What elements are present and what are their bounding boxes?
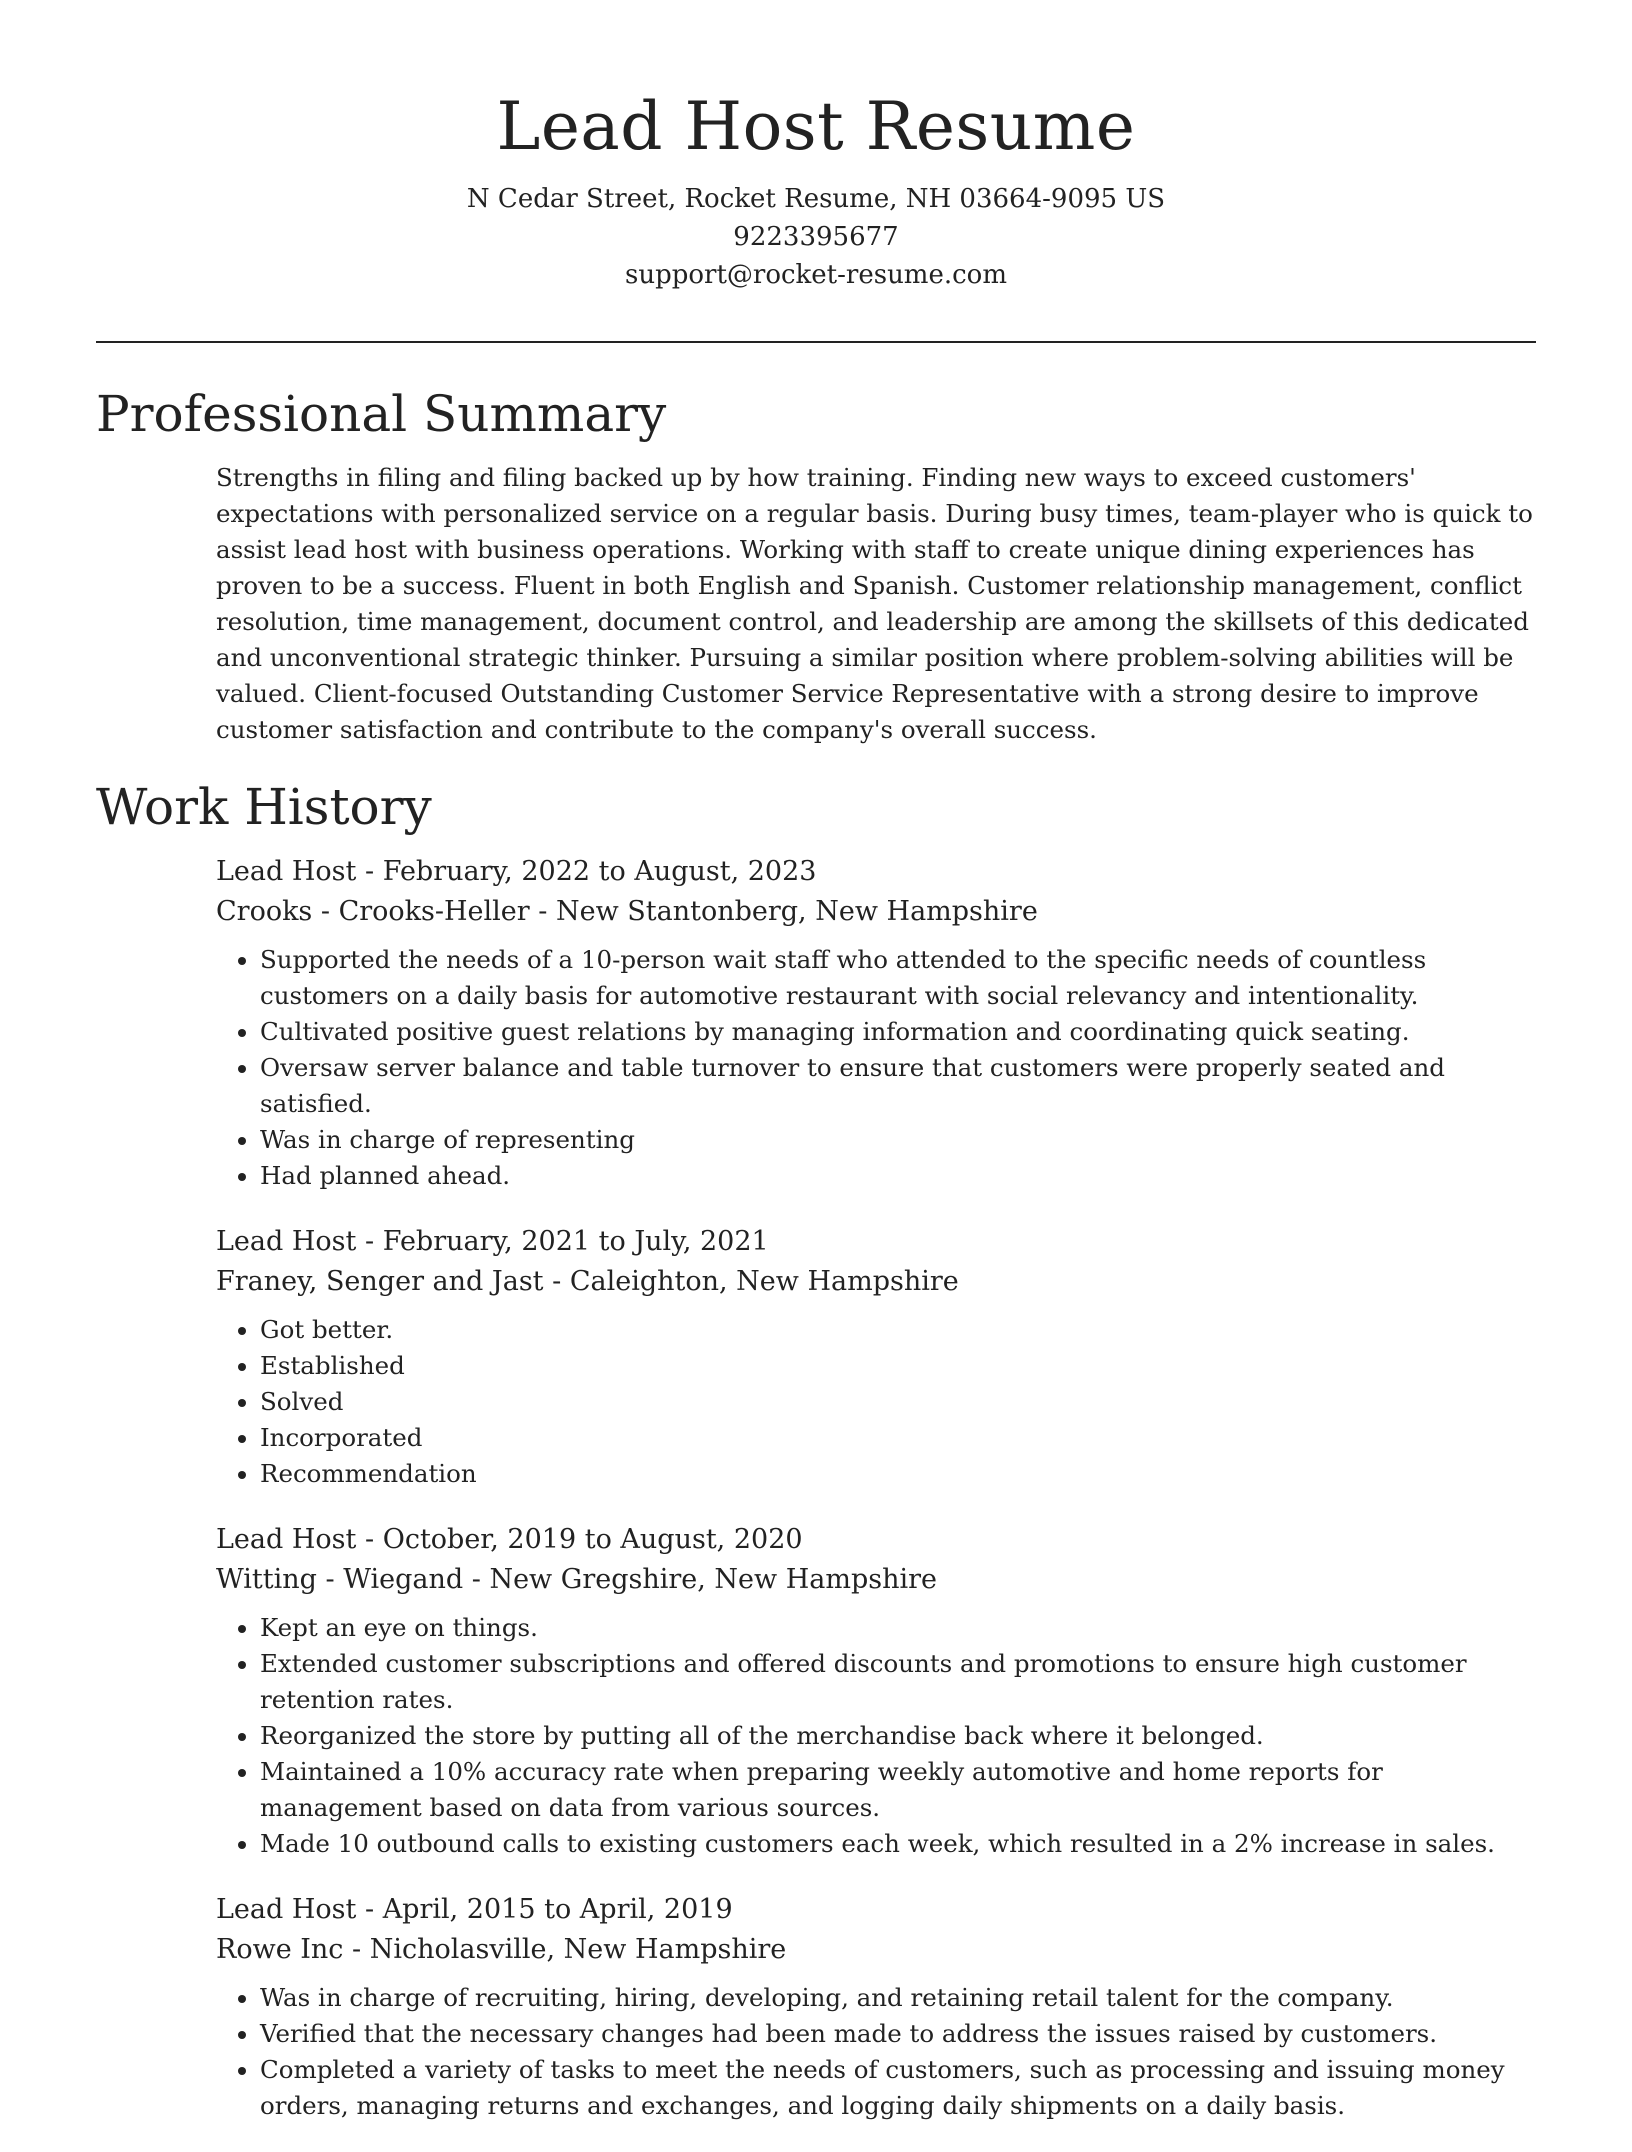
- job-company: Witting - Wiegand: [216, 1564, 464, 1595]
- resume-header: [0, 0, 1632, 294]
- job-bullet: • Supported the needs of a 10-person wait staff who attended to the specific needs of countless customers on a daily basis for automotive restaurant with social relevancy and intentionality.: [260, 942, 1536, 1014]
- contact-block: [0, 180, 1632, 294]
- contact-phone: 9223395677: [733, 222, 899, 252]
- job-role: Lead Host: [216, 1524, 357, 1555]
- job-bullets: [216, 1980, 1536, 2124]
- job-bullet: • Verified that the necessary changes had been made to address the issues raised by customers.: [260, 2016, 1536, 2052]
- job-bullet: • Was in charge of recruiting, hiring, developing, and retaining retail talent for the company.: [260, 1980, 1536, 2016]
- job-role: Lead Host: [216, 856, 357, 887]
- job-bullets: [216, 942, 1536, 1194]
- job-bullet: • Established: [260, 1348, 1536, 1384]
- job-bullets: [216, 1312, 1536, 1492]
- job-title-line: Lead Host - February, 2022 to August, 2023: [216, 856, 817, 887]
- job-bullet: • Incorporated: [260, 1420, 1536, 1456]
- job-location: Nicholasville, New Hampshire: [369, 1934, 787, 1965]
- job-bullet: • Was in charge of representing: [260, 1122, 1536, 1158]
- job-bullet: • Completed a variety of tasks to meet the needs of customers, such as processing and issuing money orders, managing returns and exchanges, and logging daily shipments on a daily basis.: [260, 2052, 1536, 2124]
- job-company-line: Witting - Wiegand - New Gregshire, New Hampshire: [216, 1564, 938, 1595]
- job-title-line: Lead Host - April, 2015 to April, 2019: [216, 1894, 733, 1925]
- job-title-line: Lead Host - February, 2021 to July, 2021: [216, 1226, 769, 1257]
- contact-address: N Cedar Street, Rocket Resume, NH 03664-9095 US: [466, 184, 1166, 214]
- work-history-list: [216, 852, 1536, 2152]
- job-bullet: • Extended customer subscriptions and offered discounts and promotions to ensure high customer retention rates.: [260, 1646, 1536, 1718]
- contact-email: support@rocket-resume.com: [624, 260, 1007, 290]
- summary-heading: Professional Summary: [96, 385, 667, 443]
- job-company: Rowe Inc: [216, 1934, 344, 1965]
- job-entry: [216, 852, 1536, 1194]
- job-bullet: • Maintained a 10% accuracy rate when preparing weekly automotive and home reports for management based on data from various sources.: [260, 1754, 1536, 1826]
- job-entry: [216, 1222, 1536, 1492]
- job-dates: February, 2021 to July, 2021: [382, 1226, 769, 1257]
- job-dates: February, 2022 to August, 2023: [382, 856, 817, 887]
- job-bullet: • Reorganized the store by putting all of the merchandise back where it belonged.: [260, 1718, 1536, 1754]
- job-location: New Stantonberg, New Hampshire: [555, 896, 1038, 927]
- job-location: New Gregshire, New Hampshire: [489, 1564, 938, 1595]
- job-bullet: • Recommendation: [260, 1456, 1536, 1492]
- job-entry: [216, 1520, 1536, 1862]
- job-bullet: • Got better.: [260, 1312, 1536, 1348]
- job-dates: April, 2015 to April, 2019: [382, 1894, 733, 1925]
- job-company-line: Franey, Senger and Jast - Caleighton, New Hampshire: [216, 1266, 959, 1297]
- header-divider: [96, 341, 1536, 343]
- job-company: Franey, Senger and Jast: [216, 1266, 544, 1297]
- resume-name: Lead Host Resume: [496, 88, 1136, 165]
- job-bullets: [216, 1610, 1536, 1862]
- job-bullet: • Solved: [260, 1384, 1536, 1420]
- job-bullet: • Made 10 outbound calls to existing customers each week, which resulted in a 2% increase in sales.: [260, 1826, 1536, 1862]
- job-company-line: Crooks - Crooks-Heller - New Stantonberg, New Hampshire: [216, 896, 1038, 927]
- job-entry: [216, 1890, 1536, 2124]
- job-role: Lead Host: [216, 1894, 357, 1925]
- job-dates: October, 2019 to August, 2020: [382, 1524, 803, 1555]
- summary-text: Strengths in filing and filing backed up by how training. Finding new ways to exceed customers' expectations with personalized service on a regular basis. During busy times, team-player who is quick to assist lead host with business operations. Working with staff to create unique dining experiences has proven to be a success. Fluent in both English and Spanish. Customer relationship management, conflict resolution, time management, document control, and leadership are among the skillsets of this dedicated and unconventional strategic thinker. Pursuing a similar position where problem-solving abilities will be valued. Client-focused Outstanding Customer Service Representative with a strong desire to improve customer satisfaction and contribute to the company's overall success.: [216, 463, 1533, 744]
- job-company: Crooks - Crooks-Heller: [216, 896, 530, 927]
- job-bullet: • Kept an eye on things.: [260, 1610, 1536, 1646]
- job-role: Lead Host: [216, 1226, 357, 1257]
- job-bullet: • Cultivated positive guest relations by managing information and coordinating quick seating.: [260, 1014, 1536, 1050]
- job-company-line: Rowe Inc - Nicholasville, New Hampshire: [216, 1934, 787, 1965]
- job-bullet: • Had planned ahead.: [260, 1158, 1536, 1194]
- work-history-heading: Work History: [96, 778, 432, 836]
- job-title-line: Lead Host - October, 2019 to August, 2020: [216, 1524, 803, 1555]
- job-location: Caleighton, New Hampshire: [569, 1266, 959, 1297]
- job-bullet: • Oversaw server balance and table turnover to ensure that customers were properly seated and satisfied.: [260, 1050, 1536, 1122]
